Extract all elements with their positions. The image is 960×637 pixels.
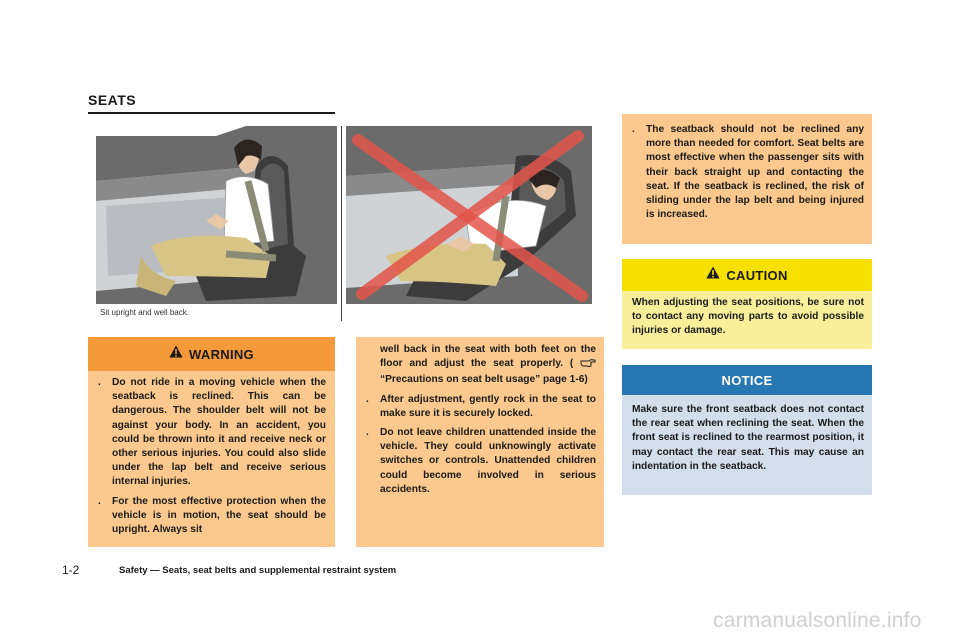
- caution-text: When adjusting the seat positions, be sure not to contact any moving parts to avoid possible injuries or damage.: [632, 297, 864, 337]
- seatback-warning-text: The seatback should not be reclined any more than needed for comfort. Seat belts are most effective when the passenger sits with their back straight up and contacting the seat. If the seatback is reclined, the risk of sliding under the lap belt and being injured is increased.: [646, 124, 864, 221]
- notice-text: Make sure the front seatback does not contact the rear seat when reclining the seat. When the front seat is reclined to the rearmost position, it may contact the rear seat. This may cause an indentation in the seatback.: [632, 404, 864, 472]
- reclined-seat-illustration: [346, 126, 592, 304]
- watermark: carmanualsonline.info: [713, 609, 922, 632]
- illustration-divider: [341, 126, 342, 321]
- list-item: . The seatback should not be reclined any more than needed for comfort. Seat belts are most effective when the passenger sits with their back straight up and contacting the seat. If the seatback is reclined, the risk of sliding under the lap belt and being injured is increased.: [632, 123, 864, 222]
- list-item: . Do not ride in a moving vehicle when the seatback is reclined. This can be dangerous. The shoulder belt will not be against your body. In an accident, you could be thrown into it and receive neck or other serious injuries. You could also slide under the lap belt and receive serious internal injuries.: [98, 376, 326, 490]
- warning-bullet-list: [98, 376, 326, 542]
- caution-heading-text: CAUTION: [726, 267, 788, 283]
- notice-heading-text: NOTICE: [721, 372, 773, 388]
- page-number: 1-2: [62, 563, 80, 577]
- list-item: . Do not leave children unattended inside the vehicle. They could unknowingly activate switches or controls. Unattended children could become involved in serious accidents.: [366, 426, 596, 497]
- notice-heading: [622, 365, 872, 395]
- warning-bullet-text: Do not ride in a moving vehicle when the seatback is reclined. This can be dangerous. The shoulder belt will not be against your body. In an accident, you could be thrown into it and receive neck or other serious injuries. You could also slide under the lap belt and receive serious internal injuries.: [112, 377, 326, 488]
- warning-heading-text: WARNING: [189, 346, 254, 362]
- pointing-hand-icon: [580, 357, 596, 373]
- caution-heading: [622, 259, 872, 291]
- warning-bullet-text: For the most effective protection when the vehicle is in motion, the seat should be upright. Always sit: [112, 495, 326, 536]
- warning-continued-list: [366, 343, 596, 502]
- section-title: SEATS: [88, 92, 137, 108]
- seatback-warning-list: [632, 123, 864, 227]
- chapter-title: Safety — Seats, seat belts and supplemental restraint system: [119, 565, 397, 576]
- warning-continued-text: well back in the seat with both feet on the floor and adjust the seat properly. (: [380, 344, 596, 370]
- warning-triangle-icon: [706, 266, 720, 284]
- warning-heading: [88, 337, 335, 371]
- list-item: . For the most effective protection when the vehicle is in motion, the seat should be upright. Always sit: [98, 495, 326, 538]
- warning-triangle-icon: [169, 345, 183, 363]
- illustration-caption: Sit upright and well back.: [100, 308, 189, 317]
- warning-bullet-text: Do not leave children unattended inside the vehicle. They could unknowingly activate switches or controls. Unattended children could become involved in serious accidents.: [380, 427, 596, 495]
- list-item: . After adjustment, gently rock in the seat to make sure it is securely locked.: [366, 393, 596, 421]
- upright-seat-illustration: [96, 126, 337, 304]
- list-item: [366, 343, 596, 388]
- title-rule: [88, 112, 335, 114]
- cross-reference-link[interactable]: “Precautions on seat belt usage” page 1-6): [380, 374, 588, 386]
- warning-bullet-text: After adjustment, gently rock in the seat to make sure it is securely locked.: [380, 393, 596, 419]
